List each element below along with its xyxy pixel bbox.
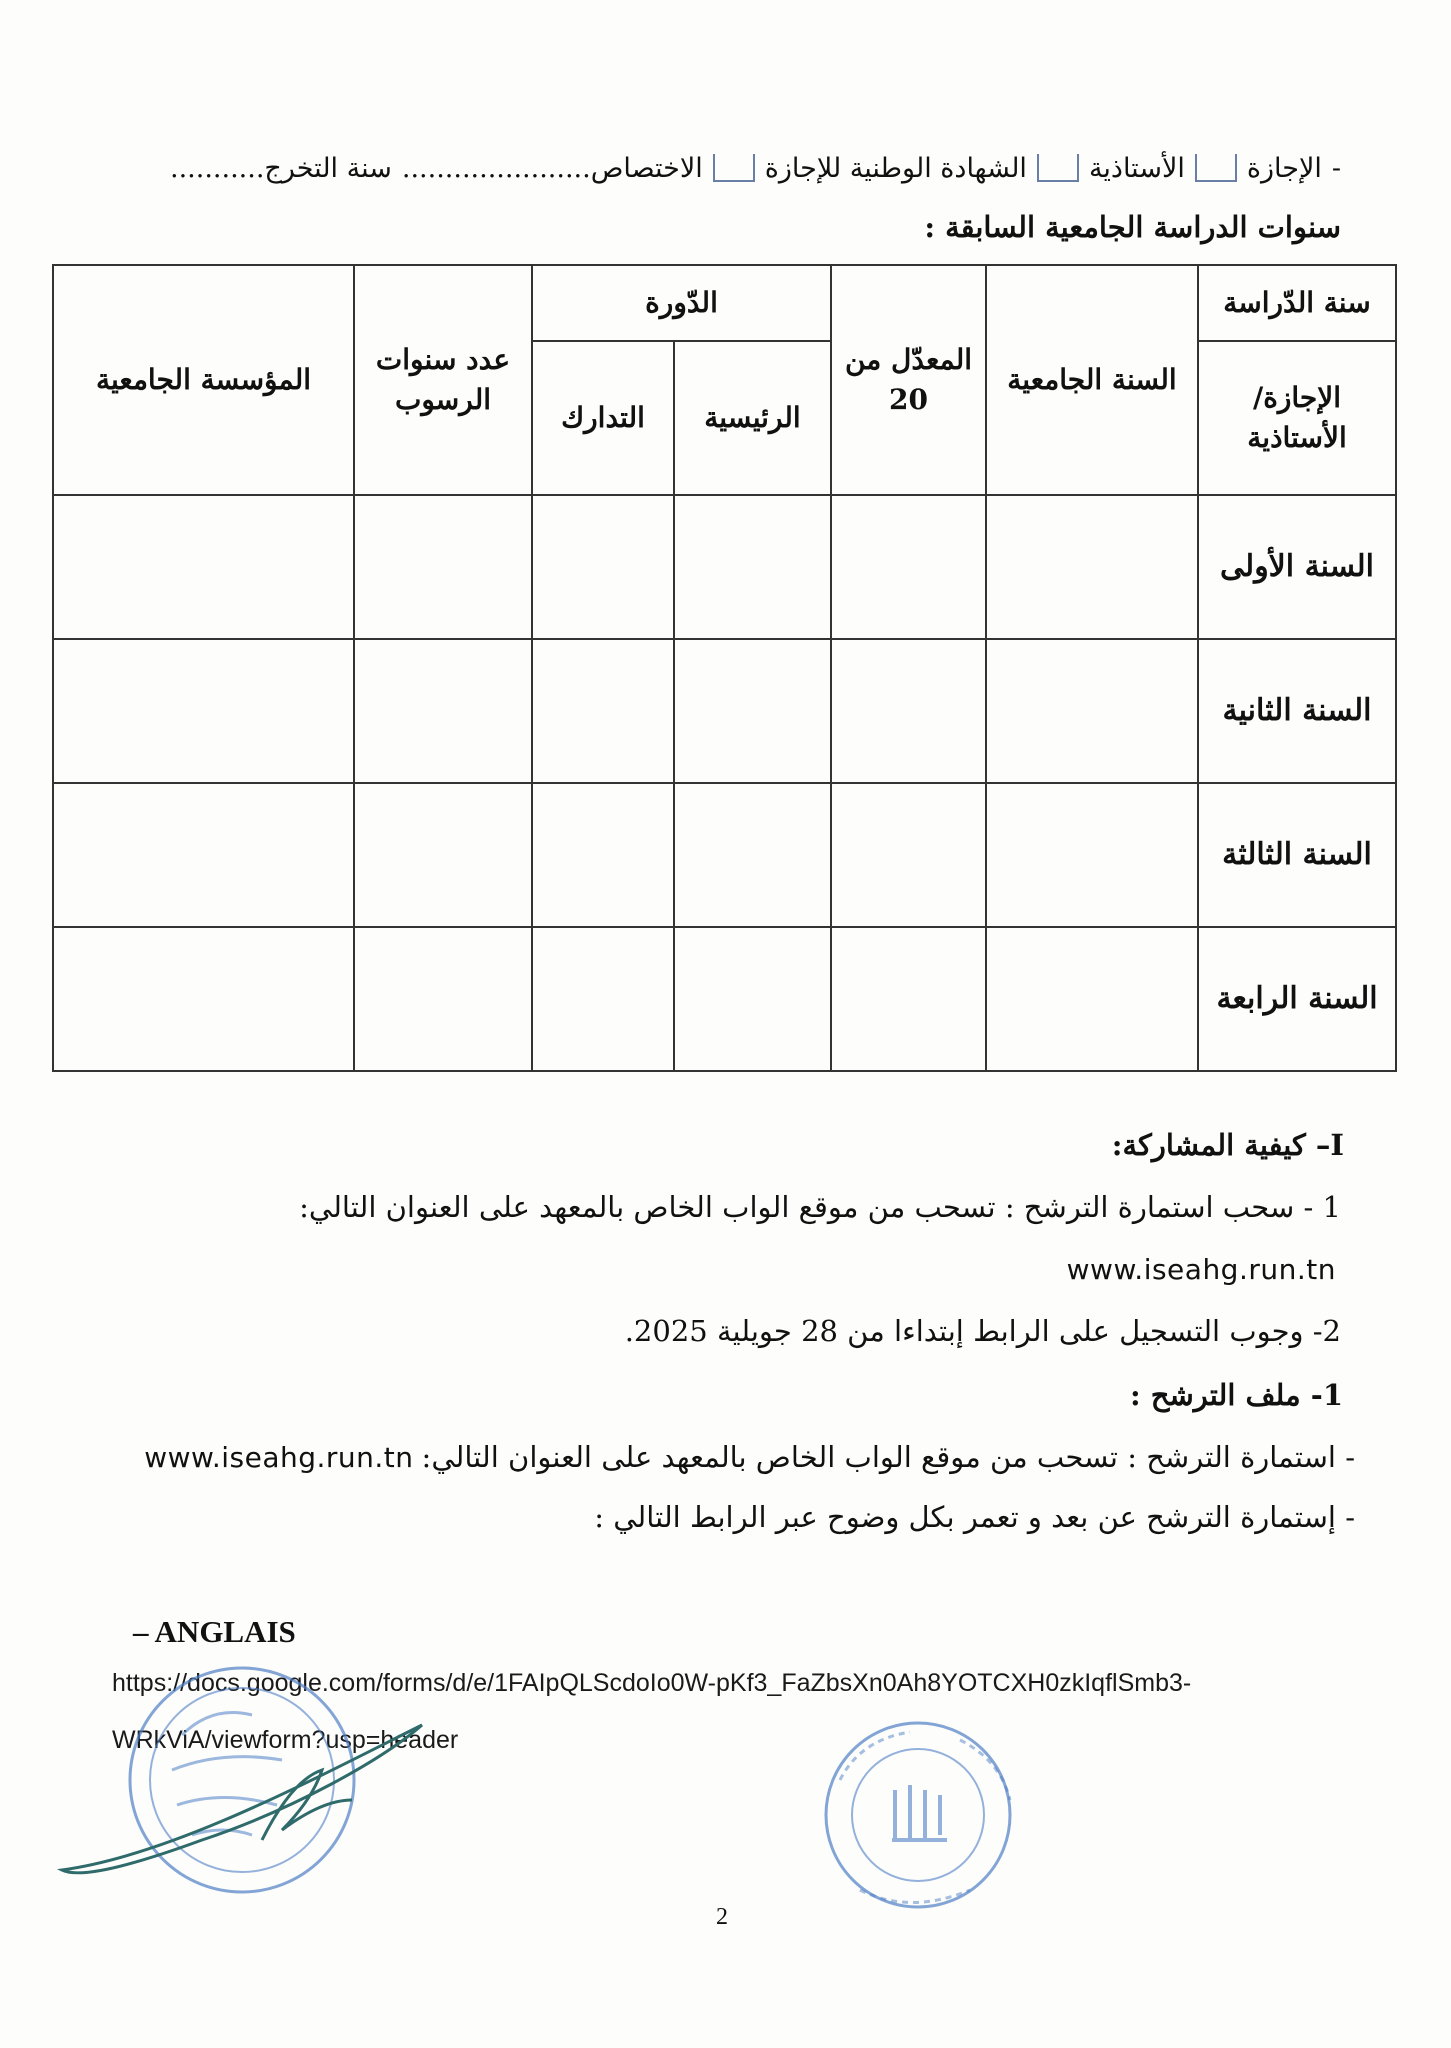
cell-input[interactable] (831, 783, 986, 927)
cell-input[interactable] (53, 927, 354, 1071)
candidacy-file-item-1 (144, 1440, 1355, 1474)
license-label: الإجازة (1246, 152, 1322, 184)
institute-stamp-and-signature (52, 1640, 442, 1910)
cell-input[interactable] (674, 495, 831, 639)
dash: - (1331, 152, 1341, 184)
cell-input[interactable] (831, 639, 986, 783)
cell-input[interactable] (354, 927, 532, 1071)
row-label-year-2: السنة الثانية (1198, 639, 1396, 783)
header-institution: المؤسسة الجامعية (53, 265, 354, 495)
cell-input[interactable] (53, 639, 354, 783)
google-form-link-line-2[interactable]: WRkViA/viewform?usp=header (112, 1726, 459, 1754)
candidacy-file-item-2: - إستمارة الترشح عن بعد و تعمر بكل وضوح عبر الرابط التالي : (594, 1500, 1355, 1534)
masters-label: الأستاذية (1088, 152, 1185, 184)
cell-input[interactable] (831, 495, 986, 639)
participation-item-2: 2- وجوب التسجيل على الرابط إبتداءا من 28 جويلية 2025. (624, 1314, 1341, 1348)
cell-input[interactable] (674, 783, 831, 927)
cell-input[interactable] (986, 783, 1198, 927)
cell-input[interactable] (674, 639, 831, 783)
table-row (53, 495, 1396, 639)
header-average: المعدّل من 20 (831, 265, 986, 495)
row-label-year-1: السنة الأولى (1198, 495, 1396, 639)
national-diploma-checkbox[interactable] (713, 154, 755, 182)
header-session-retake: التدارك (532, 341, 674, 495)
participation-url-link[interactable]: www.iseahg.run.tn (1066, 1253, 1336, 1286)
cell-input[interactable] (354, 639, 532, 783)
candidacy-file-url-link[interactable]: www.iseahg.run.tn (144, 1441, 414, 1474)
previous-studies-table (52, 264, 1397, 1072)
table-row (53, 783, 1396, 927)
cell-input[interactable] (532, 495, 674, 639)
cell-input[interactable] (674, 927, 831, 1071)
page-number: 2 (716, 1904, 728, 1930)
candidacy-file-title: 1- ملف الترشح : (1129, 1378, 1343, 1412)
license-checkbox[interactable] (1195, 154, 1237, 182)
row-label-year-4: السنة الرابعة (1198, 927, 1396, 1071)
cell-input[interactable] (354, 495, 532, 639)
cell-input[interactable] (532, 927, 674, 1071)
header-degree-type: الإجازة/ الأستاذية (1198, 341, 1396, 495)
header-session: الدّورة (532, 265, 831, 341)
cell-input[interactable] (986, 495, 1198, 639)
table-heading: سنوات الدراسة الجامعية السابقة : (924, 210, 1341, 244)
cell-input[interactable] (986, 639, 1198, 783)
header-session-main: الرئيسية (674, 341, 831, 495)
graduation-year-field[interactable]: سنة التخرج........... (170, 152, 392, 184)
participation-title: I– كيفية المشاركة: (1111, 1128, 1344, 1162)
cell-input[interactable] (532, 639, 674, 783)
candidacy-file-item-1-text: - استمارة الترشح : تسحب من موقع الواب الخاص بالمعهد على العنوان التالي: (421, 1440, 1355, 1474)
header-study-year: سنة الدّراسة (1198, 265, 1396, 341)
cell-input[interactable] (532, 783, 674, 927)
degree-checkbox-line (41, 148, 1341, 188)
row-label-year-3: السنة الثالثة (1198, 783, 1396, 927)
header-university-year: السنة الجامعية (986, 265, 1198, 495)
table-row (53, 927, 1396, 1071)
cell-input[interactable] (831, 927, 986, 1071)
header-failed-years: عدد سنوات الرسوب (354, 265, 532, 495)
table-row (53, 639, 1396, 783)
cell-input[interactable] (354, 783, 532, 927)
ministry-stamp (800, 1720, 1050, 1920)
cell-input[interactable] (53, 783, 354, 927)
google-form-link-line-1[interactable]: https://docs.google.com/forms/d/e/1FAIpQLScdoIo0W-pKf3_FaZbsXn0Ah8YOTCXH0zkIqflSmb3- (112, 1669, 1192, 1697)
cell-input[interactable] (986, 927, 1198, 1071)
masters-checkbox[interactable] (1037, 154, 1079, 182)
national-diploma-label: الشهادة الوطنية للإجازة (764, 152, 1027, 184)
participation-item-1: 1 - سحب استمارة الترشح : تسحب من موقع الواب الخاص بالمعهد على العنوان التالي: (299, 1190, 1341, 1224)
specialty-field[interactable]: الاختصاص...................... (401, 152, 703, 184)
anglais-label: – ANGLAIS (133, 1614, 296, 1649)
cell-input[interactable] (53, 495, 354, 639)
